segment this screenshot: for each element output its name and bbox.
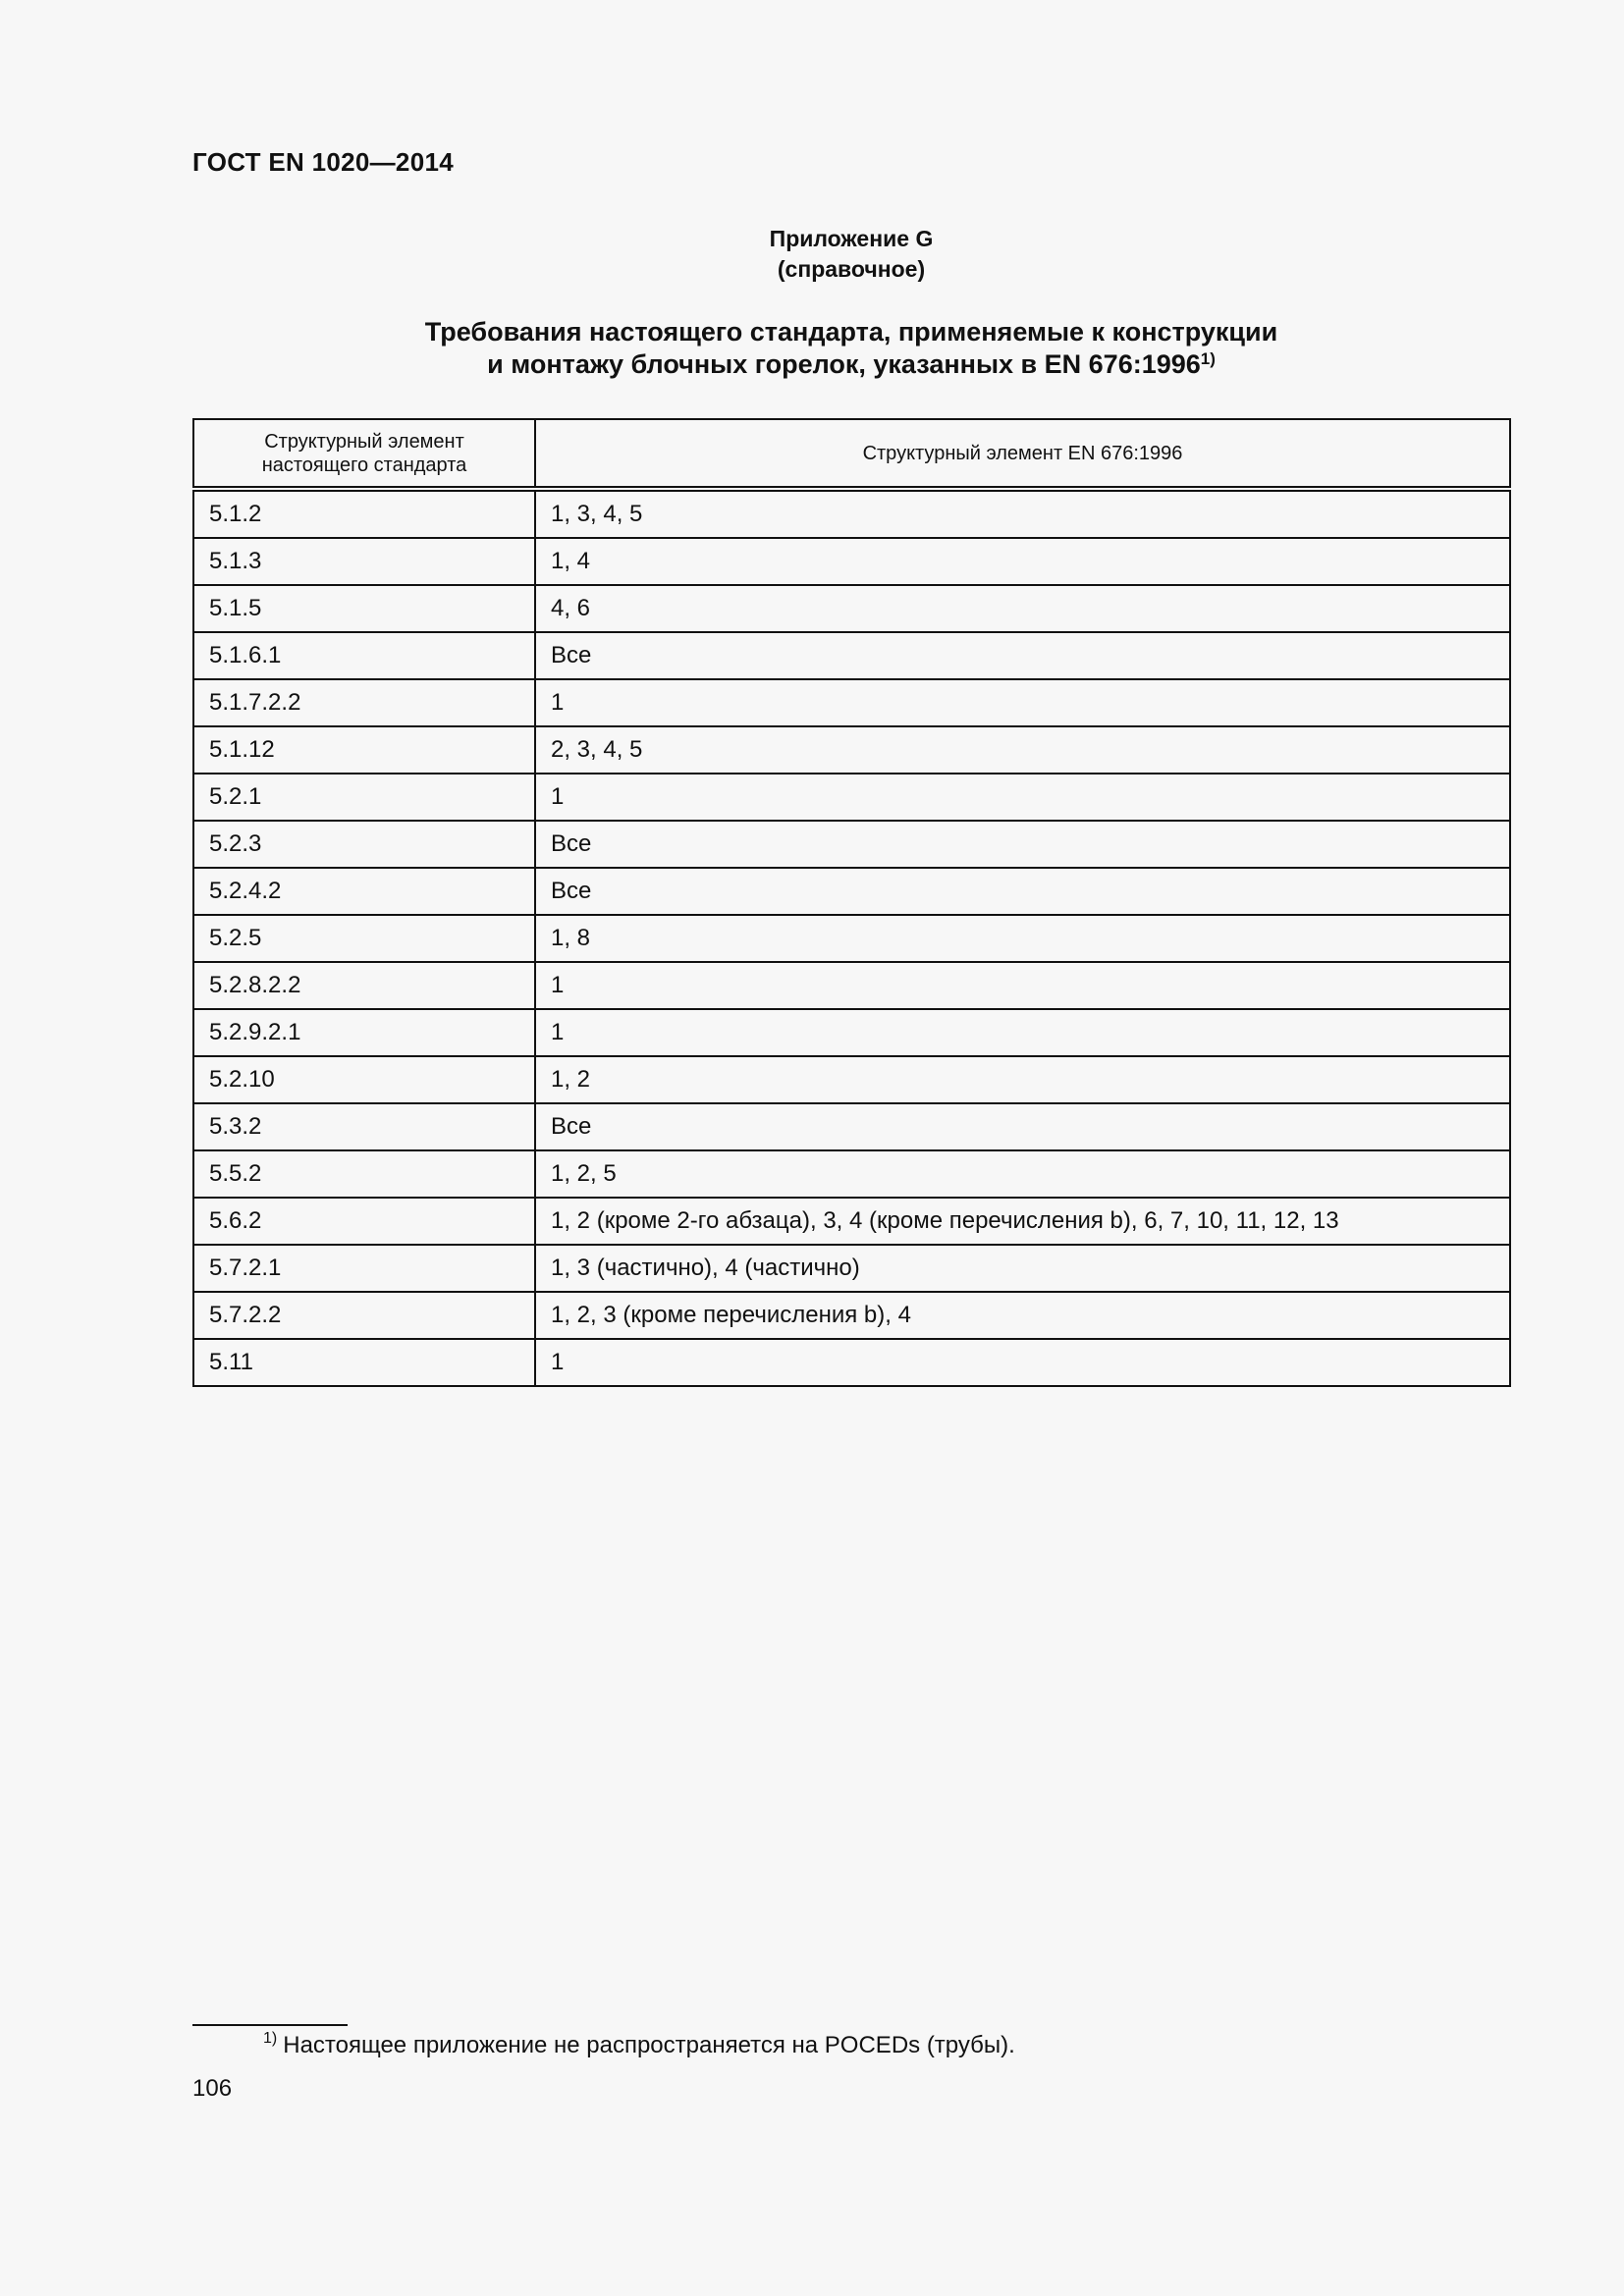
table-row [193, 726, 1510, 774]
reference-cell: 1 [535, 962, 1510, 1009]
reference-cell: 1, 2 (кроме 2-го абзаца), 3, 4 (кроме перечисления b), 6, 7, 10, 11, 12, 13 [535, 1198, 1510, 1245]
table-row [193, 489, 1510, 538]
clause-cell: 5.2.1 [193, 774, 535, 821]
footnote [263, 2032, 1015, 2059]
table-row [193, 1245, 1510, 1292]
annex-title-line2 [0, 348, 1624, 381]
clause-cell: 5.1.6.1 [193, 632, 535, 679]
table-body [193, 489, 1510, 1386]
reference-cell: 1, 3, 4, 5 [535, 489, 1510, 538]
annex-label: Приложение G [769, 226, 934, 251]
table-row [193, 868, 1510, 915]
table-row [193, 1009, 1510, 1056]
clause-cell: 5.2.8.2.2 [193, 962, 535, 1009]
table-row [193, 585, 1510, 632]
clause-cell: 5.1.3 [193, 538, 535, 585]
annex-title-line2-text: и монтажу блочных горелок, указанных в EN 676:1996 [487, 349, 1201, 379]
clause-cell: 5.5.2 [193, 1150, 535, 1198]
reference-cell: 1, 2, 3 (кроме перечисления b), 4 [535, 1292, 1510, 1339]
reference-cell: Все [535, 821, 1510, 868]
footnote-mark: 1) [263, 2030, 278, 2047]
reference-cell: 1, 2 [535, 1056, 1510, 1103]
reference-cell: 1, 3 (частично), 4 (частично) [535, 1245, 1510, 1292]
table-header-clause-line2: настоящего стандарта [261, 454, 467, 476]
clause-cell: 5.2.9.2.1 [193, 1009, 535, 1056]
table-row [193, 1103, 1510, 1150]
clause-cell: 5.2.4.2 [193, 868, 535, 915]
reference-cell: Все [535, 632, 1510, 679]
clause-cell: 5.1.12 [193, 726, 535, 774]
table-row [193, 1056, 1510, 1103]
reference-cell: Все [535, 868, 1510, 915]
clause-cell: 5.2.5 [193, 915, 535, 962]
reference-cell: 4, 6 [535, 585, 1510, 632]
reference-cell: 1, 4 [535, 538, 1510, 585]
reference-cell: 1, 2, 5 [535, 1150, 1510, 1198]
table-row [193, 915, 1510, 962]
table-header-clause [193, 419, 535, 489]
reference-cell: 1 [535, 774, 1510, 821]
table-row [193, 1150, 1510, 1198]
clause-cell: 5.7.2.2 [193, 1292, 535, 1339]
page-number: 106 [192, 2075, 233, 2102]
table-row [193, 632, 1510, 679]
reference-cell: 1 [535, 1009, 1510, 1056]
clause-cell: 5.2.10 [193, 1056, 535, 1103]
table-row [193, 679, 1510, 726]
reference-cell: 1 [535, 679, 1510, 726]
table-row [193, 1198, 1510, 1245]
table-header-row [193, 419, 1510, 489]
clause-cell: 5.3.2 [193, 1103, 535, 1150]
reference-cell: 1 [535, 1339, 1510, 1386]
clause-cell: 5.7.2.1 [193, 1245, 535, 1292]
annex-title-line1: Требования настоящего стандарта, применяемые к конструкции [424, 317, 1278, 347]
footnote-divider [192, 2024, 348, 2026]
clause-cell: 5.1.5 [193, 585, 535, 632]
reference-cell: Все [535, 1103, 1510, 1150]
annex-status: (справочное) [777, 256, 926, 282]
reference-cell: 2, 3, 4, 5 [535, 726, 1510, 774]
correspondence-table [192, 418, 1511, 1387]
clause-cell: 5.1.2 [193, 489, 535, 538]
table-row [193, 962, 1510, 1009]
annex-title [0, 316, 1624, 381]
reference-cell: 1, 8 [535, 915, 1510, 962]
annex-heading [0, 224, 1624, 285]
clause-cell: 5.11 [193, 1339, 535, 1386]
table-row [193, 821, 1510, 868]
table-header-clause-line1: Структурный элемент [264, 430, 464, 453]
table-row [193, 1339, 1510, 1386]
document-code: ГОСТ EN 1020—2014 [192, 147, 454, 177]
table-row [193, 538, 1510, 585]
clause-cell: 5.1.7.2.2 [193, 679, 535, 726]
footnote-text: Настоящее приложение не распространяется на POCEDs (трубы). [283, 2032, 1015, 2058]
annex-title-footnote-mark: 1) [1200, 349, 1216, 368]
table-header-reference: Структурный элемент EN 676:1996 [535, 419, 1510, 489]
table-row [193, 1292, 1510, 1339]
table-row [193, 774, 1510, 821]
clause-cell: 5.2.3 [193, 821, 535, 868]
clause-cell: 5.6.2 [193, 1198, 535, 1245]
